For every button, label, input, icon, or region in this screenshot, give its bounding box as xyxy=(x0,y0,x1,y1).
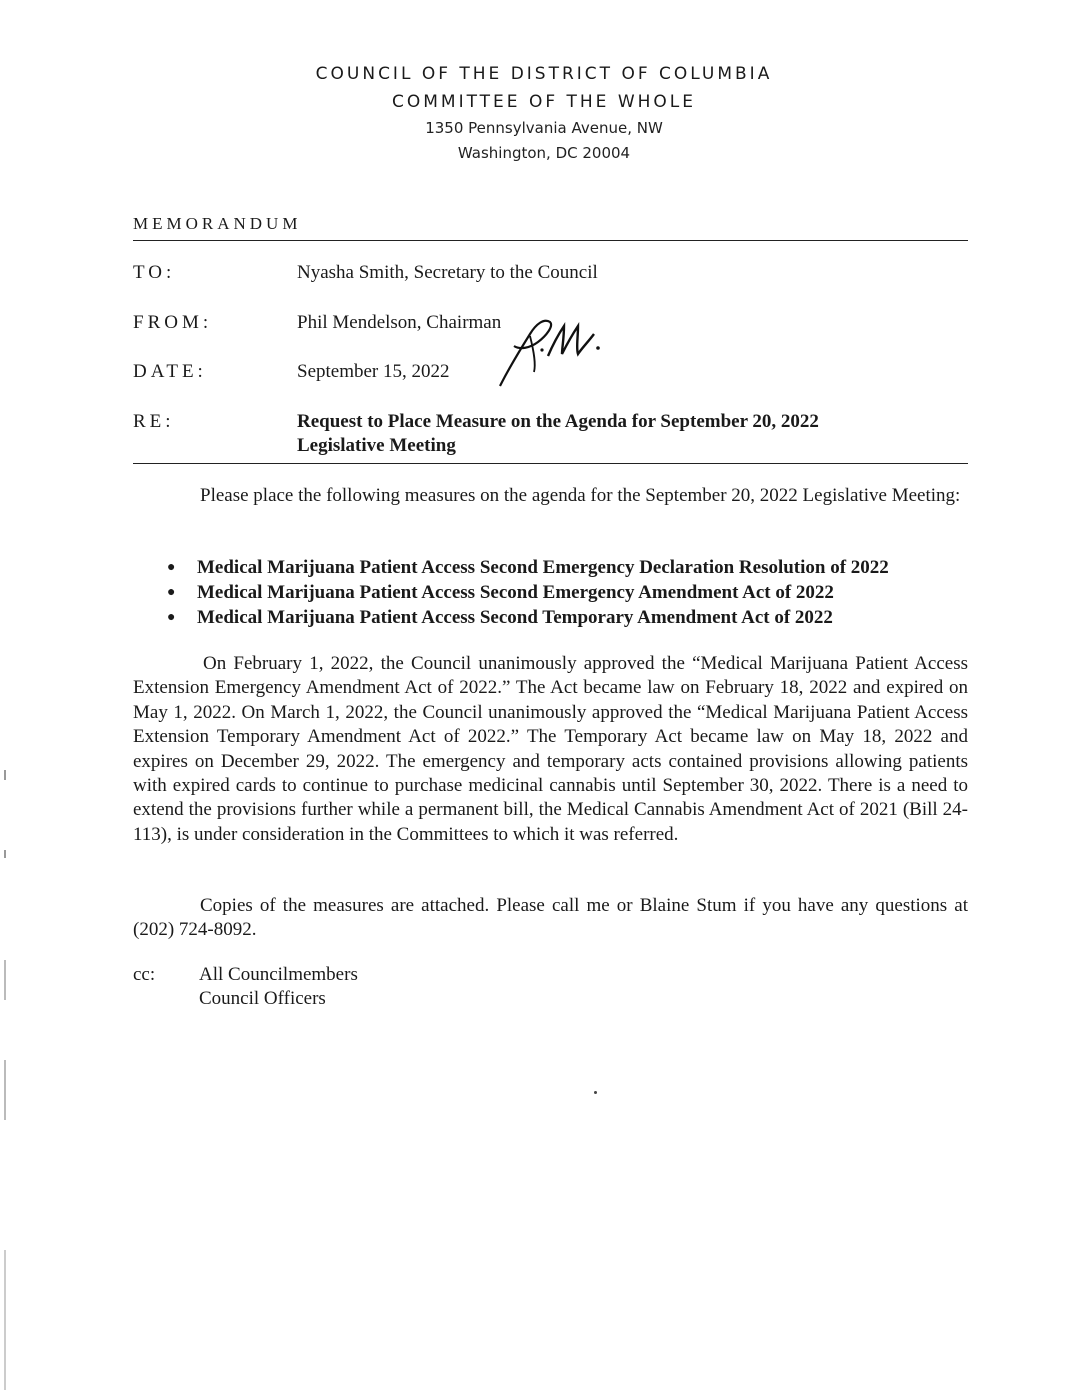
bullet-icon: ● xyxy=(167,585,176,600)
letterhead-address-line2: Washington, DC 20004 xyxy=(457,144,631,162)
bullet-icon: ● xyxy=(167,610,176,625)
intro-paragraph: Please place the following measures on the agenda for the September 20, 2022 Legislative Meeting: xyxy=(200,485,961,506)
re-label: RE: xyxy=(133,411,175,432)
memo-top-rule xyxy=(133,240,968,241)
measure-item xyxy=(167,580,967,605)
measure-title: Medical Marijuana Patient Access Second Temporary Amendment Act of 2022 xyxy=(197,607,833,628)
cc-recipient: Council Officers xyxy=(199,988,326,1009)
re-subject-line2: Legislative Meeting xyxy=(297,435,456,456)
memo-heading: MEMORANDUM xyxy=(133,214,302,233)
background-paragraph: On February 1, 2022, the Council unanimously approved the “Medical Marijuana Patient Access Extension Emergency Amendment Act of 2022.” The Act became law on February 18, 2022 and expired on May 1, 2022. On March 1, 2022, the Council unanimously approved the “Medical Marijuana Patient Access Extension Temporary Amendment Act of 2022.” The Temporary Act became law on May 18, 2022 and expires on December 29, 2022. The emergency and temporary acts contained provisions allowing patients with expired cards to continue to purchase medicinal cannabis until September 30, 2022. There is a need to extend the provisions further while a permanent bill, the Medical Cannabis Amendment Act of 2021 (Bill 24-113), is under consideration in the Committees to which it was referred. xyxy=(133,653,968,845)
scan-edge-mark xyxy=(4,850,6,858)
scan-edge-mark xyxy=(4,770,6,780)
measure-title: Medical Marijuana Patient Access Second Emergency Declaration Resolution of 2022 xyxy=(197,557,889,578)
re-subject-line1: Request to Place Measure on the Agenda for September 20, 2022 xyxy=(297,411,819,432)
to-label: TO: xyxy=(133,262,176,283)
from-label: FROM: xyxy=(133,312,213,333)
measure-title: Medical Marijuana Patient Access Second Emergency Amendment Act of 2022 xyxy=(197,582,834,603)
from-value: Phil Mendelson, Chairman xyxy=(297,312,502,333)
to-value: Nyasha Smith, Secretary to the Council xyxy=(297,262,598,283)
scan-speck xyxy=(594,1091,597,1094)
measure-item xyxy=(167,555,967,580)
scan-edge-mark xyxy=(4,1060,6,1120)
scan-edge-mark xyxy=(4,960,6,1000)
letterhead-committee: COMMITTEE OF THE WHOLE xyxy=(391,92,697,112)
date-label: DATE: xyxy=(133,361,207,382)
letterhead-org: COUNCIL OF THE DISTRICT OF COLUMBIA xyxy=(315,64,773,84)
memo-bottom-rule xyxy=(133,463,968,464)
cc-recipient: All Councilmembers xyxy=(199,964,358,985)
scan-edge-mark xyxy=(4,1250,6,1390)
letterhead-address-line1: 1350 Pennsylvania Avenue, NW xyxy=(425,119,663,137)
chairman-signature xyxy=(490,312,610,390)
measure-item xyxy=(167,605,967,630)
closing-paragraph: Copies of the measures are attached. Please call me or Blaine Stum if you have any questions at (202) 724-8092. xyxy=(133,895,968,941)
bullet-icon: ● xyxy=(167,560,176,575)
date-value: September 15, 2022 xyxy=(297,361,450,382)
cc-label: cc: xyxy=(133,964,156,985)
measures-list xyxy=(167,555,967,630)
